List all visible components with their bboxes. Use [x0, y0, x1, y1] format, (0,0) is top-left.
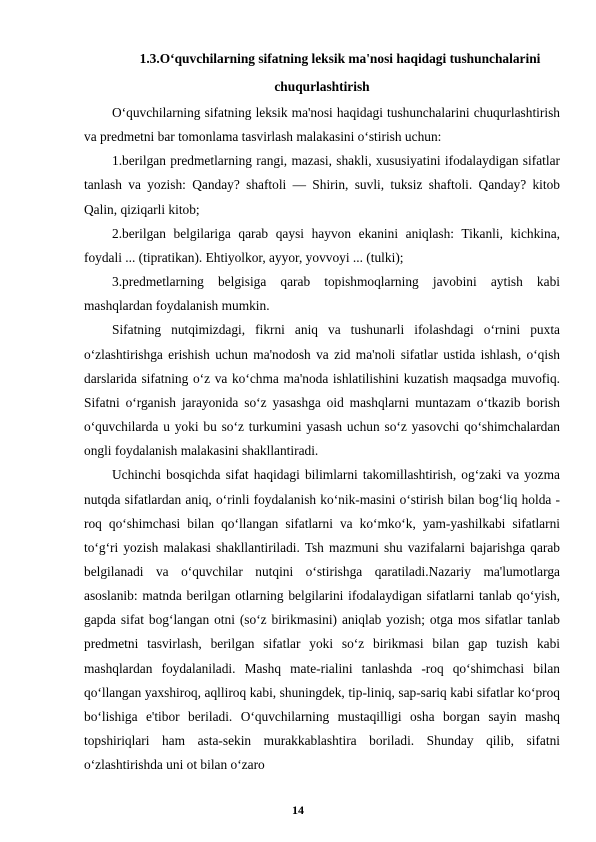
paragraph-sifat-usage: Sifatning nutqimizdagi, fikrni aniq va tushunarli ifolashdagi o‘rnini puxta o‘zlashtirishga erishish uchun ma'nodosh va zid ma'noli sifatlar ustida ishlash, o‘qish darslarida sifatning o‘z va ko‘chma ma'noda ishlatilishini kuzatish maqsadga muvofiq. Sifatni o‘rganish jarayonida so‘z yasashga oid mashqlarni muntazam o‘tkazib borish o‘quvchilarda u yoki bu so‘z turkumini yasash uchun so‘z yasovchi qo‘shimchalardan ongli foydalanish malakasini shakllantiradi.	[84, 322, 560, 459]
paragraph-item-2: 2.berilgan belgilariga qarab qaysi hayvon ekanini aniqlash: Tikanli, kichkina, foydali ... (tipratikan). Ehtiyolkor, ayyor, yovvoyi ... (tulki);	[84, 225, 560, 265]
paragraph-intro: O‘quvchilarning sifatning leksik ma'nosi haqidagi tushunchalarini chuqurlashtirish va predmetni bar tomonlama tasvirlash malakasini o‘stirish uchun:	[84, 105, 560, 145]
paragraph-item-1: 1.berilgan predmetlarning rangi, mazasi, shakli, xususiyatini ifodalaydigan sifatlar tanlash va yozish: Qanday? shaftoli — Shirin, suvli, tuksiz shaftoli. Qanday? kitob Qalin, qiziqarli kitob;	[84, 153, 560, 217]
body-text	[84, 101, 560, 777]
section-heading-line-1: 1.3.O‘quvchilarning sifatning leksik ma'nosi haqidagi tushunchalarini	[139, 51, 541, 66]
paragraph-third-stage: Uchinchi bosqichda sifat haqidagi bilimlarni takomillashtirish, og‘zaki va yozma nutqda sifatlardan aniq, o‘rinli foydalanish ko‘nik-masini o‘stirish bilan bog‘liq holda -roq qo‘shimchasi bilan qo‘llangan sifatlarni va ko‘mko‘k, yam-yashilkabi sifatlarni to‘g‘ri yozish malakasi shakllantiriladi. Tsh mazmuni shu vazifalarni bajarishga qarab belgilanadi va o‘quvchilar nutqini o‘stirishga qaratiladi.Nazariy ma'lumotlarga asoslanib: matnda berilgan otlarning belgilarini ifodalaydigan sifatlarni tanlab qo‘yish, gapda sifat bog‘langan otni (so‘z birikmasini) aniqlab yozish; otga mos sifatlar tanlab predmetni tasvirlash, berilgan sifatlar yoki so‘z birikmasi bilan gap tuzish kabi mashqlardan foydalaniladi. Mashq mate-rialini tanlashda -roq qo‘shimchasi bilan qo‘llangan yaxshiroq, aqlliroq kabi, shuningdek, tip-liniq, sap-sariq kabi sifatlar ko‘proq bo‘lishiga e'tibor beriladi. O‘quvchilarning mustaqilligi osha borgan sayin mashq topshiriqlari ham asta-sekin murakkablashtira boriladi. Shunday qilib, sifatni o‘zlashtirishda uni ot bilan o‘zaro	[84, 467, 560, 773]
page-number: 14	[292, 803, 304, 817]
paragraph-item-3: 3.predmetlarning belgisiga qarab topishmoqlarning javobini aytish kabi mashqlardan foydalanish mumkin.	[84, 274, 560, 314]
section-heading-line-2: chuqurlashtirish	[274, 79, 370, 94]
